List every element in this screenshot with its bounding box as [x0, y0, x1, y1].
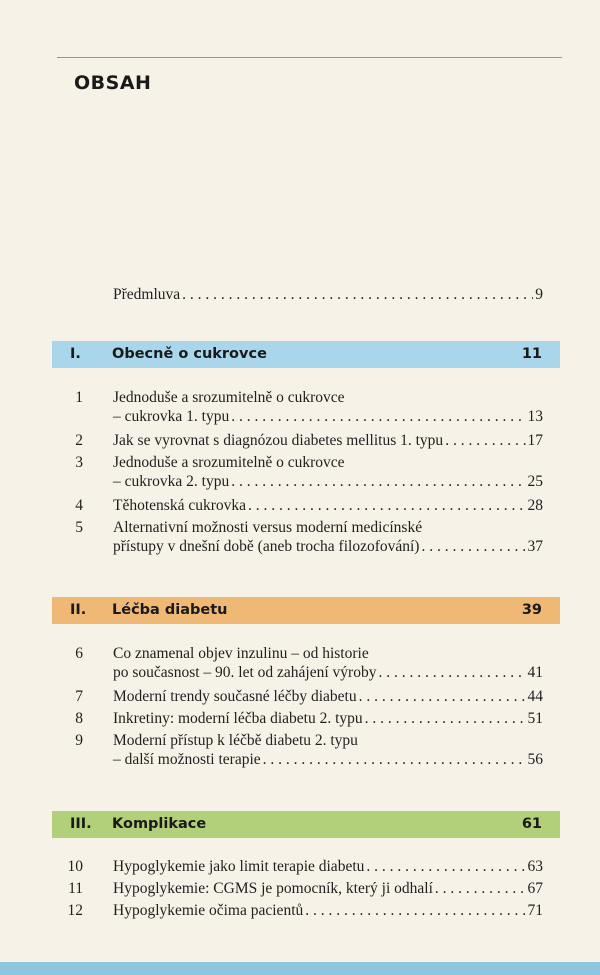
section-number: I.	[70, 346, 81, 362]
dot-leader	[231, 407, 525, 426]
entry-title: Hypoglykemie jako limit terapie diabetu	[113, 858, 365, 875]
chapter-number: 11	[68, 880, 83, 897]
section-title: Léčba diabetu	[112, 602, 228, 618]
dot-leader	[231, 472, 525, 491]
dot-leader	[435, 879, 526, 898]
page-title: OBSAH	[74, 72, 152, 94]
chapter-number: 1	[75, 389, 83, 406]
section-number: III.	[70, 816, 92, 832]
entry-title: Hypoglykemie očima pacientů	[113, 902, 304, 919]
entry-page: 13	[527, 408, 543, 425]
entry-title: Inkretiny: moderní léčba diabetu 2. typu	[113, 710, 363, 727]
entry-title-cont: – další možnosti terapie	[113, 751, 261, 768]
chapter-number: 10	[67, 858, 83, 875]
entry-page: 71	[527, 902, 543, 919]
dot-leader	[359, 687, 526, 706]
dot-leader	[248, 496, 526, 515]
section-page: 61	[521, 816, 542, 832]
entry-title-cont: – cukrovka 1. typu	[113, 408, 230, 425]
entry-page: 28	[527, 497, 543, 514]
entry-title: Moderní přístup k léčbě diabetu 2. typu	[113, 732, 358, 749]
entry-title: Jak se vyrovnat s diagnózou diabetes mellitus 1. typu	[113, 432, 444, 449]
dot-leader	[378, 663, 525, 682]
entry-title-cont: přístupy v dnešní době (aneb trocha filozofování)	[113, 538, 420, 555]
dot-leader	[366, 857, 525, 876]
section-page: 39	[521, 602, 542, 618]
entry-page: 63	[527, 858, 543, 875]
bottom-band	[0, 962, 600, 975]
entry-title-cont: po současnost – 90. let od zahájení výroby	[113, 664, 377, 681]
dot-leader	[365, 709, 526, 728]
chapter-number: 2	[75, 432, 83, 449]
chapter-number: 7	[75, 688, 83, 705]
section-header-1[interactable]	[52, 341, 560, 368]
dot-leader	[182, 285, 533, 304]
chapter-number: 4	[75, 497, 83, 514]
chapter-number: 8	[75, 710, 83, 727]
entry-title: Jednoduše a srozumitelně o cukrovce	[113, 389, 345, 406]
section-header-3[interactable]	[52, 811, 560, 838]
entry-page: 67	[527, 880, 543, 897]
entry-page: 44	[527, 688, 543, 705]
entry-title: Předmluva	[113, 286, 181, 303]
chapter-number: 12	[67, 902, 83, 919]
section-page: 11	[521, 346, 542, 362]
dot-leader	[445, 431, 525, 450]
dot-leader	[263, 750, 526, 769]
entry-title: Těhotenská cukrovka	[113, 497, 246, 514]
entry-title: Alternativní možnosti versus moderní medicínské	[113, 519, 423, 536]
entry-title: Moderní trendy současné léčby diabetu	[113, 688, 357, 705]
dot-leader	[421, 537, 525, 556]
entry-title: Hypoglykemie: CGMS je pomocník, který ji odhalí	[113, 880, 433, 897]
section-number: II.	[70, 602, 87, 618]
section-header-2[interactable]	[52, 597, 560, 624]
chapter-number: 5	[75, 519, 83, 536]
top-rule	[57, 57, 562, 58]
section-title: Obecně o cukrovce	[112, 346, 267, 362]
entry-page: 37	[527, 538, 543, 555]
entry-page: 41	[527, 664, 543, 681]
chapter-number: 6	[75, 645, 83, 662]
dot-leader	[305, 901, 525, 920]
section-title: Komplikace	[112, 816, 207, 832]
entry-title: Jednoduše a srozumitelně o cukrovce	[113, 454, 345, 471]
entry-page: 9	[535, 286, 543, 303]
chapter-number: 9	[75, 732, 83, 749]
entry-title: Co znamenal objev inzulinu – od historie	[113, 645, 369, 662]
chapter-number: 3	[75, 454, 83, 471]
entry-page: 17	[527, 432, 543, 449]
entry-page: 25	[527, 473, 543, 490]
entry-page: 56	[527, 751, 543, 768]
entry-title-cont: – cukrovka 2. typu	[113, 473, 230, 490]
entry-page: 51	[527, 710, 543, 727]
